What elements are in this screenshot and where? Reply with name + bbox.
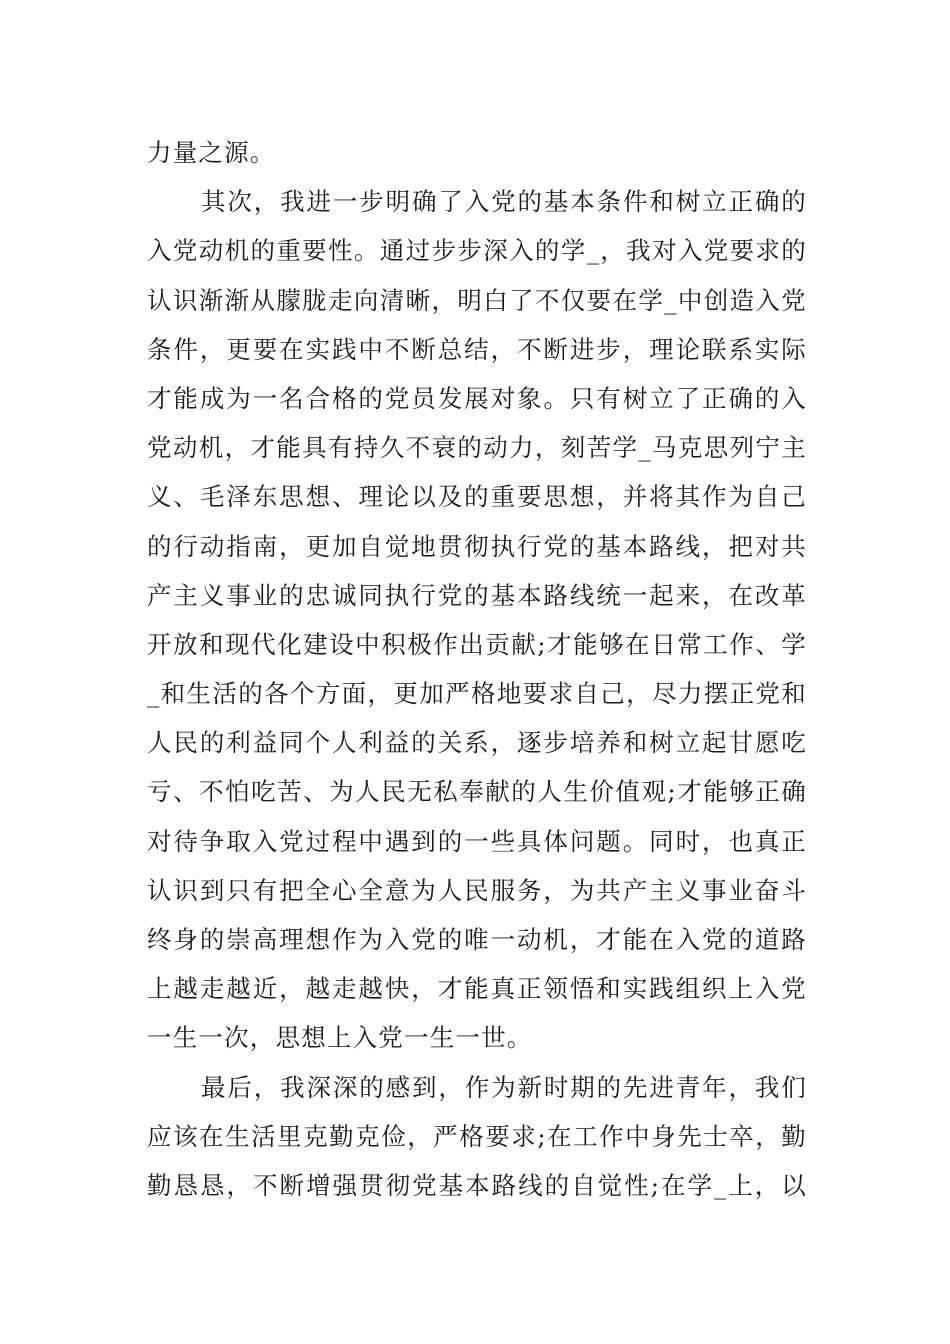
text-line: 开放和现代化建设中积极作出贡献;才能够在日常工作、学: [147, 629, 807, 659]
text-line: 力量之源。: [147, 138, 276, 167]
text-line: 对待争取入党过程中遇到的一些具体问题。同时，也真正: [147, 826, 807, 856]
body-text: [147, 128, 807, 1210]
text-line: 亏、不怕吃苦、为人民无私奉献的人生价值观;才能够正确: [147, 777, 807, 807]
text-line: 认识到只有把全心全意为人民服务，为共产主义事业奋斗: [147, 875, 807, 905]
text-line: _和生活的各个方面，更加严格地要求自己，尽力摆正党和: [147, 679, 807, 709]
text-line: 一生一次，思想上入党一生一世。: [147, 1023, 533, 1053]
text-line: 应该在生活里克勤克俭，严格要求;在工作中身先士卒，勤: [147, 1121, 807, 1151]
text-line: 上越走越近，越走越快，才能真正领悟和实践组织上入党: [147, 974, 807, 1004]
text-line: 认识渐渐从朦胧走向清晰，明白了不仅要在学_中创造入党: [147, 285, 807, 315]
text-line: 勤恳恳，不断增强贯彻党基本路线的自觉性;在学_上，以: [147, 1170, 807, 1200]
text-line: 终身的崇高理想作为入党的唯一动机，才能在入党的道路: [147, 925, 807, 954]
text-line: 产主义事业的忠诚同执行党的基本路线统一起来，在改革: [147, 580, 807, 610]
text-line: 最后，我深深的感到，作为新时期的先进青年，我们: [201, 1072, 807, 1102]
text-line: 入党动机的重要性。通过步步深入的学_，我对入党要求的: [147, 236, 807, 266]
text-line: 其次，我进一步明确了入党的基本条件和树立正确的: [201, 187, 807, 217]
text-line: 人民的利益同个人利益的关系，逐步培养和树立起甘愿吃: [147, 728, 807, 758]
text-line: 党动机，才能具有持久不衰的动力，刻苦学_马克思列宁主: [147, 433, 807, 463]
text-line: 条件，更要在实践中不断总结，不断进步，理论联系实际: [147, 334, 807, 364]
text-line: 的行动指南，更加自觉地贯彻执行党的基本路线，把对共: [147, 531, 807, 561]
text-line: 才能成为一名合格的党员发展对象。只有树立了正确的入: [147, 383, 807, 413]
text-line: 义、毛泽东思想、理论以及的重要思想，并将其作为自己: [147, 482, 807, 512]
